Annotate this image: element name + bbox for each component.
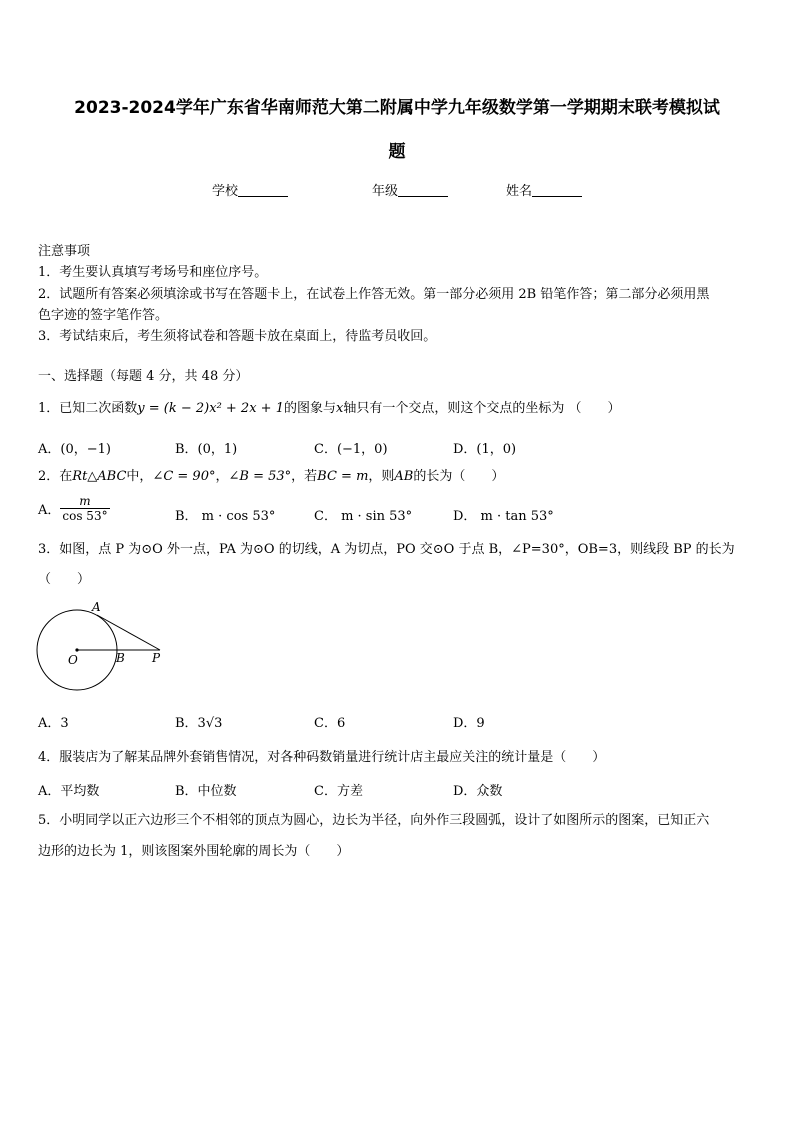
q2-option-c: C． m · sin 53° — [314, 509, 413, 524]
q1-option-d: D．(1，0) — [453, 442, 517, 457]
tangent-pa — [97, 615, 160, 650]
question-5-cont: 边形的边长为 1，则该图案外围轮廓的周长为（ ） — [38, 844, 350, 859]
q4-option-d: D．众数 — [453, 784, 503, 799]
q3-option-d: D．9 — [453, 716, 485, 731]
q4-option-a: A．平均数 — [38, 784, 100, 799]
section-1-heading: 一、选择题（每题 4 分，共 48 分） — [38, 369, 249, 384]
school-field: 学校 — [212, 180, 288, 199]
name-field: 姓名 — [506, 180, 582, 199]
q4-option-c: C．方差 — [314, 784, 363, 799]
q4-option-b: B．中位数 — [175, 784, 237, 799]
notice-item-3: 3．考试结束后，考生须将试卷和答题卡放在桌面上，待监考员收回。 — [38, 329, 437, 344]
notice-item-2: 2．试题所有答案必须填涂或书写在答题卡上，在试卷上作答无效。第一部分必须用 2B 铅笔作答；第二部分必须用黑 — [38, 287, 710, 302]
q3-figure — [30, 598, 175, 698]
title-line-1: 2023-2024学年广东省华南师范大第二附属中学九年级数学第一学期期末联考模拟试 — [74, 98, 720, 118]
question-3: 3．如图，点 P 为⊙O 外一点，PA 为⊙O 的切线，A 为切点，PO 交⊙O 于点 B，∠P=30°，OB=3，则线段 BP 的长为 — [38, 542, 735, 557]
page-title — [30, 86, 764, 174]
q2-option-a: A． $\frac{m}{\cos 53^\circ}$ — [38, 494, 108, 523]
student-info-fields — [0, 180, 794, 200]
title-line-2: 题 — [388, 142, 406, 162]
notice-heading: 注意事项 — [38, 244, 91, 259]
q1-option-b: B．(0，1) — [175, 442, 238, 457]
question-4: 4．服装店为了解某品牌外套销售情况，对各种码数销量进行统计店主最应关注的统计量是（ ） — [38, 750, 606, 765]
label-b: B — [116, 651, 125, 665]
q3-option-c: C．6 — [314, 716, 346, 731]
grade-field: 年级 — [372, 180, 448, 199]
question-1: 1．已知二次函数y = (k − 2)x² + 2x + 1的图象与x轴只有一个交点，则这个交点的坐标为 （ ） — [38, 401, 621, 416]
question-5: 5．小明同学以正六边形三个不相邻的顶点为圆心，边长为半径，向外作三段圆弧，设计了如图所示的图案，已知正六 — [38, 813, 710, 828]
label-p: P — [152, 651, 161, 665]
q1-option-a: A．(0，−1) — [38, 442, 111, 457]
q1-formula: y = (k − 2)x² + 2x + 1 — [137, 401, 284, 416]
q3-option-b: B．3√3 — [175, 716, 223, 731]
notice-item-2-cont: 色字迹的签字笔作答。 — [38, 308, 169, 323]
notice-item-1: 1．考生要认真填写考场号和座位序号。 — [38, 265, 268, 280]
question-2: 2．在Rt△ABC中，∠C = 90°，∠B = 53°，若BC = m，则AB的长为（ ） — [38, 469, 505, 484]
q2-option-b: B． m · cos 53° — [175, 509, 276, 524]
label-a: A — [92, 600, 101, 614]
center-dot — [75, 648, 78, 651]
q1-option-c: C．(−1，0) — [314, 442, 388, 457]
label-o: O — [68, 653, 78, 667]
question-3-cont: （ ） — [38, 572, 91, 587]
q3-option-a: A．3 — [38, 716, 69, 731]
q2-option-d: D． m · tan 53° — [453, 509, 554, 524]
